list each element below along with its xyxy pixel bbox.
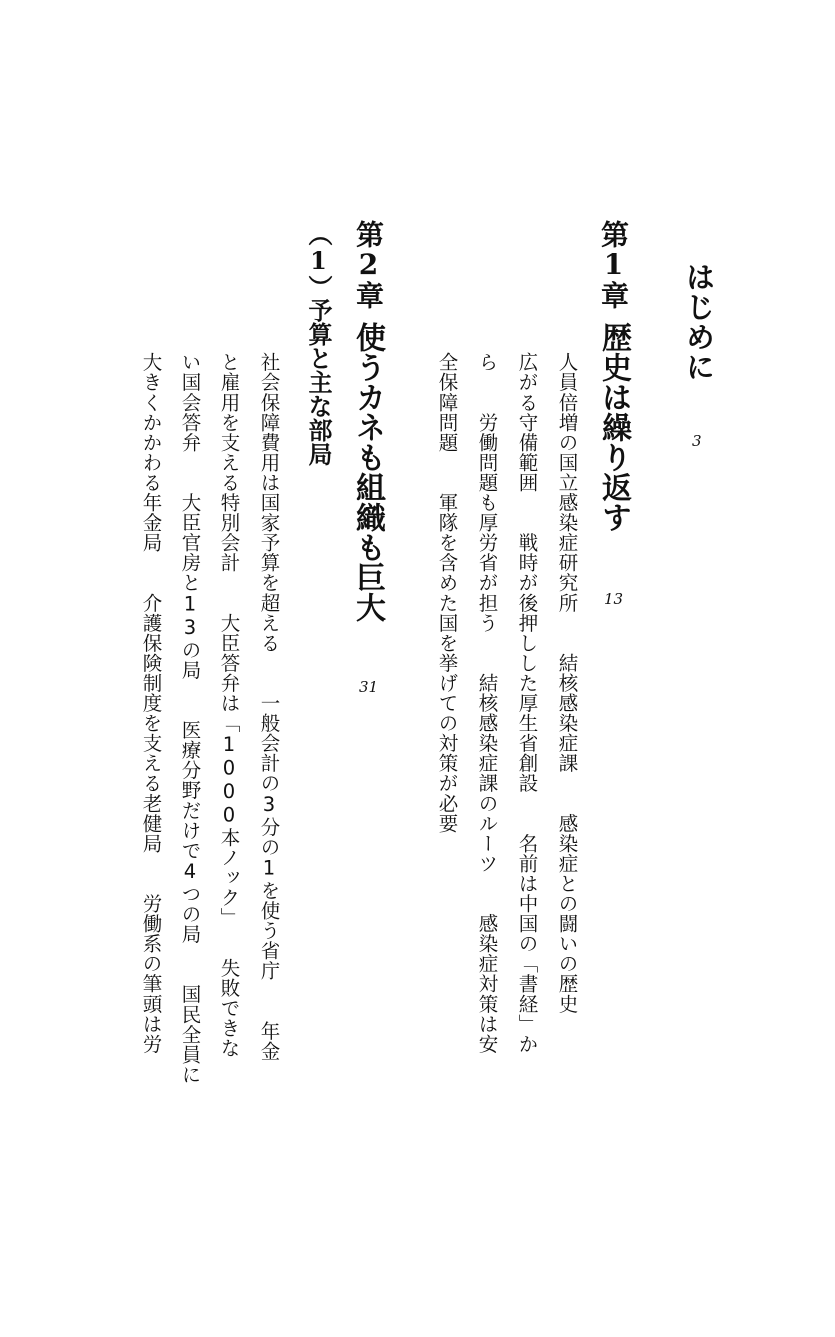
chapter-1-title: 歴史は繰り返す <box>596 322 631 532</box>
section-1-summary-line-1: 社会保障費用は国家予算を超える 一般会計の3分の1を使う省庁 年金 <box>257 352 281 1061</box>
section-1-title: 予算と主な部局 <box>304 298 333 466</box>
preface-page-number: 3 <box>692 432 702 450</box>
chapter-1-summary-line-1: 人員倍増の国立感染症研究所 結核感染症課 感染症との闘いの歴史 <box>555 352 579 1014</box>
chapter-1-page-number: 13 <box>604 590 624 608</box>
chapter-1-summary-line-4: 全保障問題 軍隊を含めた国を挙げての対策が必要 <box>435 352 459 834</box>
section-1-summary-line-3: い国会答弁 大臣官房と13の局 医療分野だけで4つの局 国民全員に <box>178 352 202 1085</box>
section-1-summary-line-4: 大きくかかわる年金局 介護保険制度を支える老健局 労働系の筆頭は労 <box>139 352 163 1054</box>
section-1-summary-line-2: と雇用を支える特別会計 大臣答弁は「1000本ノック」 失敗できな <box>217 352 241 1058</box>
chapter-1-summary-line-2: 広がる守備範囲 戦時が後押しした厚生省創設 名前は中国の「書経」か <box>515 352 539 1054</box>
chapter-2-page-number: 31 <box>359 678 379 696</box>
chapter-1-label: 第1章 <box>597 220 630 309</box>
chapter-2-title: 使うカネも組織も巨大 <box>350 322 385 622</box>
section-1-number: （1） <box>304 222 333 299</box>
preface-title: はじめに <box>682 262 716 382</box>
chapter-2-label: 第2章 <box>352 220 385 309</box>
chapter-1-summary-line-3: ら 労働問題も厚労省が担う 結核感染症課のルーツ 感染症対策は安 <box>475 352 499 1054</box>
